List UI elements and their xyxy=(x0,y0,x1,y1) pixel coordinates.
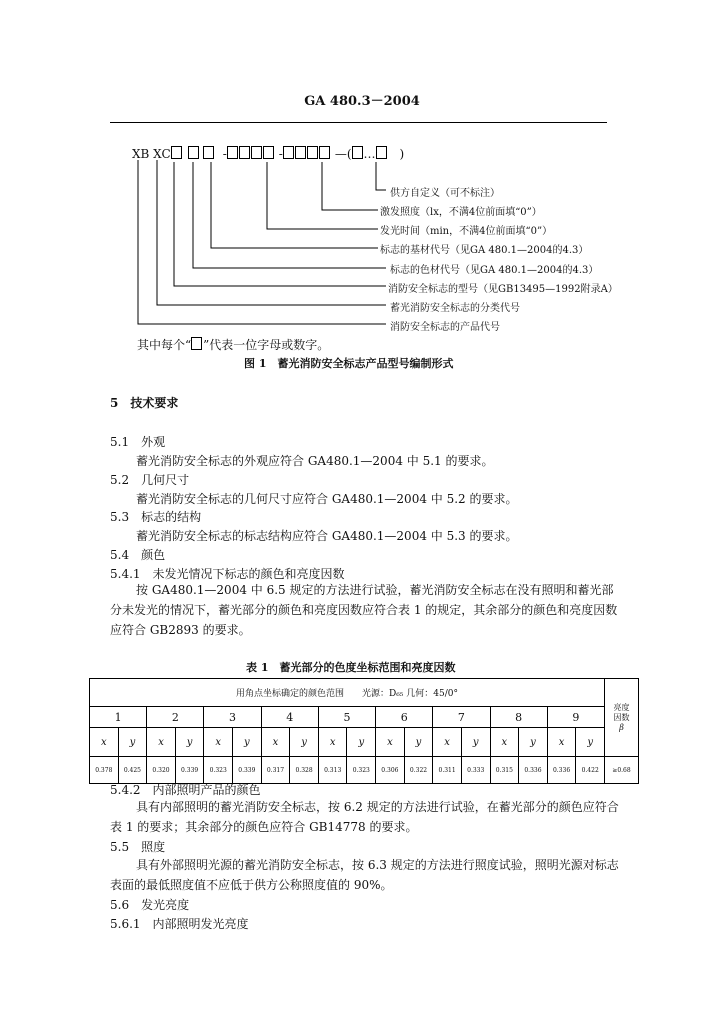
table-cell: 0.306 xyxy=(376,757,405,784)
code-separator: - xyxy=(278,147,283,161)
table-cell: 0.322 xyxy=(404,757,433,784)
clause-title: 5.6.1 内部照明发光亮度 xyxy=(110,917,249,931)
table-axis-header: y xyxy=(519,728,548,757)
table-axis-header: y xyxy=(576,728,605,757)
table-axis-header: x xyxy=(433,728,462,757)
table-cell: 0.311 xyxy=(433,757,462,784)
code-close-paren: ) xyxy=(399,147,405,161)
code-label: 标志的色材代号（见GA 480.1—2004的4.3） xyxy=(390,265,599,276)
figure-caption: 图 1 蓄光消防安全标志产品型号编制形式 xyxy=(244,357,454,370)
table-axis-header: x xyxy=(376,728,405,757)
table-cell: 0.336 xyxy=(519,757,548,784)
leader-line xyxy=(211,162,378,248)
luminance-factor-header: 亮度 因数 β xyxy=(605,679,639,757)
table-axis-header: y xyxy=(233,728,262,757)
code-separator: —( xyxy=(334,147,352,161)
code-box xyxy=(191,337,202,350)
code-label: 供方自定义（可不标注） xyxy=(390,188,500,199)
table-axis-header: y xyxy=(461,728,490,757)
leader-line xyxy=(157,160,386,305)
code-label: 消防安全标志的产品代号 xyxy=(390,322,500,333)
table-axis-header: x xyxy=(490,728,519,757)
model-code-leader-lines xyxy=(0,0,724,380)
table-cell: 0.323 xyxy=(347,757,376,784)
table-axis-header: y xyxy=(175,728,204,757)
code-label: 消防安全标志的型号（见GB13495—1992附录A） xyxy=(388,284,618,295)
table-point-header: 1 xyxy=(90,707,147,728)
table-point-header: 6 xyxy=(376,707,433,728)
clause-title: 5.2 几何尺寸 xyxy=(110,473,190,487)
clause-text: 蓄光消防安全标志的外观应符合 GA480.1—2004 中 5.1 的要求。 xyxy=(136,454,494,468)
table-cell: 0.422 xyxy=(576,757,605,784)
code-label: 标志的基材代号（见GA 480.1—2004的4.3） xyxy=(380,245,589,256)
clause-title: 5.5 照度 xyxy=(110,840,166,854)
table-cell: 0.315 xyxy=(490,757,519,784)
code-prefix: XB XC xyxy=(132,147,171,161)
clause-title: 5.4.2 内部照明产品的颜色 xyxy=(110,783,261,797)
table-cell: 0.317 xyxy=(261,757,290,784)
clause-paragraph: 具有外部照明光源的蓄光消防安全标志，按 6.3 规定的方法进行照度试验，照明光源对标志表面的最低照度值不应低于供方公称照度值的 90%。 xyxy=(110,858,619,892)
code-label: 蓄光消防安全标志的分类代号 xyxy=(390,303,520,314)
table-cell: 0.336 xyxy=(547,757,576,784)
leader-line xyxy=(174,162,386,286)
table-axis-header: x xyxy=(547,728,576,757)
leader-line xyxy=(376,162,386,190)
table-axis-header: x xyxy=(204,728,233,757)
leader-line xyxy=(138,160,386,324)
table-cell: 0.333 xyxy=(461,757,490,784)
clause-title: 5.3 标志的结构 xyxy=(110,510,202,524)
table-axis-header: x xyxy=(90,728,119,757)
clause-text: 蓄光消防安全标志的几何尺寸应符合 GA480.1—2004 中 5.2 的要求。 xyxy=(136,492,518,506)
chromaticity-table xyxy=(89,678,639,784)
table-caption: 表 1 蓄光部分的色度坐标范围和亮度因数 xyxy=(246,661,456,674)
code-label: 发光时间（min，不满4位前面填“0”） xyxy=(380,226,553,237)
code-separator: - xyxy=(222,147,227,161)
clause-paragraph: 按 GA480.1—2004 中 6.5 规定的方法进行试验，蓄光消防安全标志在没有照明和蓄光部分未发光的情况下，蓄光部分的颜色和亮度因数应符合表 1 的规定，其余部分的颜色和亮度因数应符合 GB2893 的要求。 xyxy=(110,583,618,637)
table-cell: 0.378 xyxy=(90,757,119,784)
table-cell: 0.323 xyxy=(204,757,233,784)
code-ellipsis: … xyxy=(363,147,376,161)
leader-line xyxy=(322,162,378,210)
table-cell: 0.425 xyxy=(118,757,147,784)
table-cell: 0.328 xyxy=(290,757,319,784)
table-axis-header: y xyxy=(347,728,376,757)
table-point-header: 5 xyxy=(318,707,375,728)
table-header-span: 用角点坐标确定的颜色范围 光源：D₆₅ 几何：45/0° xyxy=(90,679,605,707)
table-point-header: 2 xyxy=(147,707,204,728)
table-cell: 0.320 xyxy=(147,757,176,784)
table-axis-header: y xyxy=(290,728,319,757)
clause-paragraph: 具有内部照明的蓄光消防安全标志，按 6.2 规定的方法进行试验，在蓄光部分的颜色应符合表 1 的要求；其余部分的颜色应符合 GB14778 的要求。 xyxy=(110,800,619,834)
table-axis-header: x xyxy=(318,728,347,757)
clause-title: 5.4.1 未发光情况下标志的颜色和亮度因数 xyxy=(110,567,345,581)
table-cell: 0.313 xyxy=(318,757,347,784)
table-axis-header: y xyxy=(404,728,433,757)
clause-title: 5.1 外观 xyxy=(110,435,166,449)
table-axis-header: x xyxy=(147,728,176,757)
table-cell: 0.339 xyxy=(233,757,262,784)
clause-title: 5.4 颜色 xyxy=(110,548,166,562)
code-label: 激发照度（lx，不满4位前面填“0”） xyxy=(380,207,542,218)
section-title: 5 技术要求 xyxy=(110,396,179,410)
figure-note: 其中每个“ ”代表一位字母或数字。 xyxy=(137,338,330,352)
table-point-header: 8 xyxy=(490,707,547,728)
table-axis-header: x xyxy=(261,728,290,757)
table-point-header: 3 xyxy=(204,707,261,728)
clause-title: 5.6 发光亮度 xyxy=(110,898,190,912)
table-cell: ≥0.68 xyxy=(605,757,639,784)
table-cell: 0.339 xyxy=(175,757,204,784)
clause-text: 蓄光消防安全标志的标志结构应符合 GA480.1—2004 中 5.3 的要求。 xyxy=(136,529,518,543)
standard-number: GA 480.3－2004 xyxy=(304,94,420,109)
table-point-header: 9 xyxy=(547,707,604,728)
table-point-header: 7 xyxy=(433,707,490,728)
table-axis-header: y xyxy=(118,728,147,757)
leader-line xyxy=(193,162,386,268)
table-point-header: 4 xyxy=(261,707,318,728)
